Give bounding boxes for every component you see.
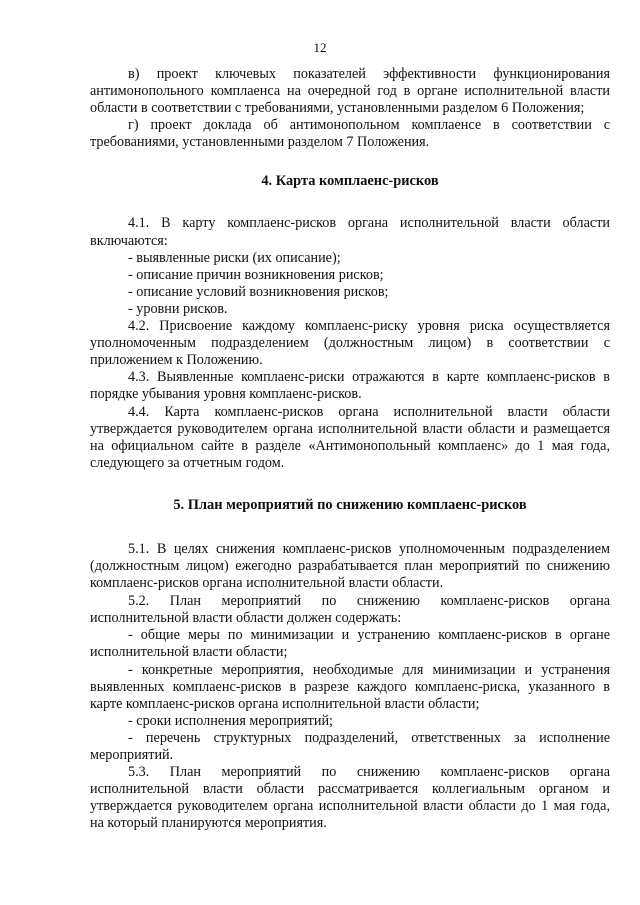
- section-4-paragraph-1: 4.1. В карту комплаенс-рисков органа исполнительной власти области включаются:: [90, 215, 610, 249]
- section-5-heading: 5. План мероприятий по снижению комплаенс-рисков: [173, 496, 527, 513]
- section-4-list-item: - описание условий возникновения рисков;: [128, 283, 389, 300]
- section-4-paragraph-4: 4.4. Карта комплаенс-рисков органа исполнительной власти области утверждается руководителем органа исполнительной власти области и размещается на официальном сайте в разделе «Антимонопольный комплаенс» до 1 мая года, следующего за отчетным годом.: [90, 403, 610, 471]
- section-5-list-item: - конкретные мероприятия, необходимые для минимизации и устранения выявленных комплаенс-рисков в разрезе каждого комплаенс-риска, указанного в карте комплаенс-рисков органа исполнительной власти области;: [90, 661, 610, 712]
- section-4-paragraph-3: 4.3. Выявленные комплаенс-риски отражаются в карте комплаенс-рисков в порядке убывания уровня комплаенс-рисков.: [90, 369, 610, 403]
- section-5-paragraph-1: 5.1. В целях снижения комплаенс-рисков уполномоченным подразделением (должностным лицом) ежегодно разрабатывается план мероприятий по снижению комплаенс-рисков органа исполнительной власти области.: [90, 540, 610, 592]
- section-5-list-item: - сроки исполнения мероприятий;: [128, 712, 333, 729]
- document-body: [90, 66, 610, 832]
- section-5-list-item: - перечень структурных подразделений, ответственных за исполнение мероприятий.: [90, 729, 610, 763]
- section-4-list-item: - уровни рисков.: [128, 300, 228, 317]
- section-5-list-item: - общие меры по минимизации и устранению комплаенс-рисков в органе исполнительной власти области;: [90, 627, 610, 661]
- section-5-paragraph-2: 5.2. План мероприятий по снижению комплаенс-рисков органа исполнительной власти области должен содержать:: [90, 593, 610, 627]
- intro-paragraph-g: г) проект доклада об антимонопольном комплаенсе в соответствии с требованиями, установленными разделом 7 Положения.: [90, 117, 610, 151]
- page-number: 12: [313, 40, 327, 55]
- section-5-paragraph-3: 5.3. План мероприятий по снижению комплаенс-рисков органа исполнительной власти области рассматривается коллегиальным органом и утверждается руководителем органа исполнительной власти области до 1 мая года, на который планируются мероприятия.: [90, 764, 610, 832]
- intro-paragraph-v: в) проект ключевых показателей эффективности функционирования антимонопольного комплаенса на очередной год в органе исполнительной власти области в соответствии с требованиями, установленными разделом 6 Положения;: [90, 66, 610, 117]
- section-4-list-item: - выявленные риски (их описание);: [128, 249, 341, 266]
- section-4-heading: 4. Карта комплаенс-рисков: [261, 173, 439, 190]
- section-4-paragraph-2: 4.2. Присвоение каждому комплаенс-риску уровня риска осуществляется уполномоченным подразделением (должностным лицом) в соответствии с приложением к Положению.: [90, 318, 610, 369]
- section-4-list-item: - описание причин возникновения рисков;: [128, 266, 384, 283]
